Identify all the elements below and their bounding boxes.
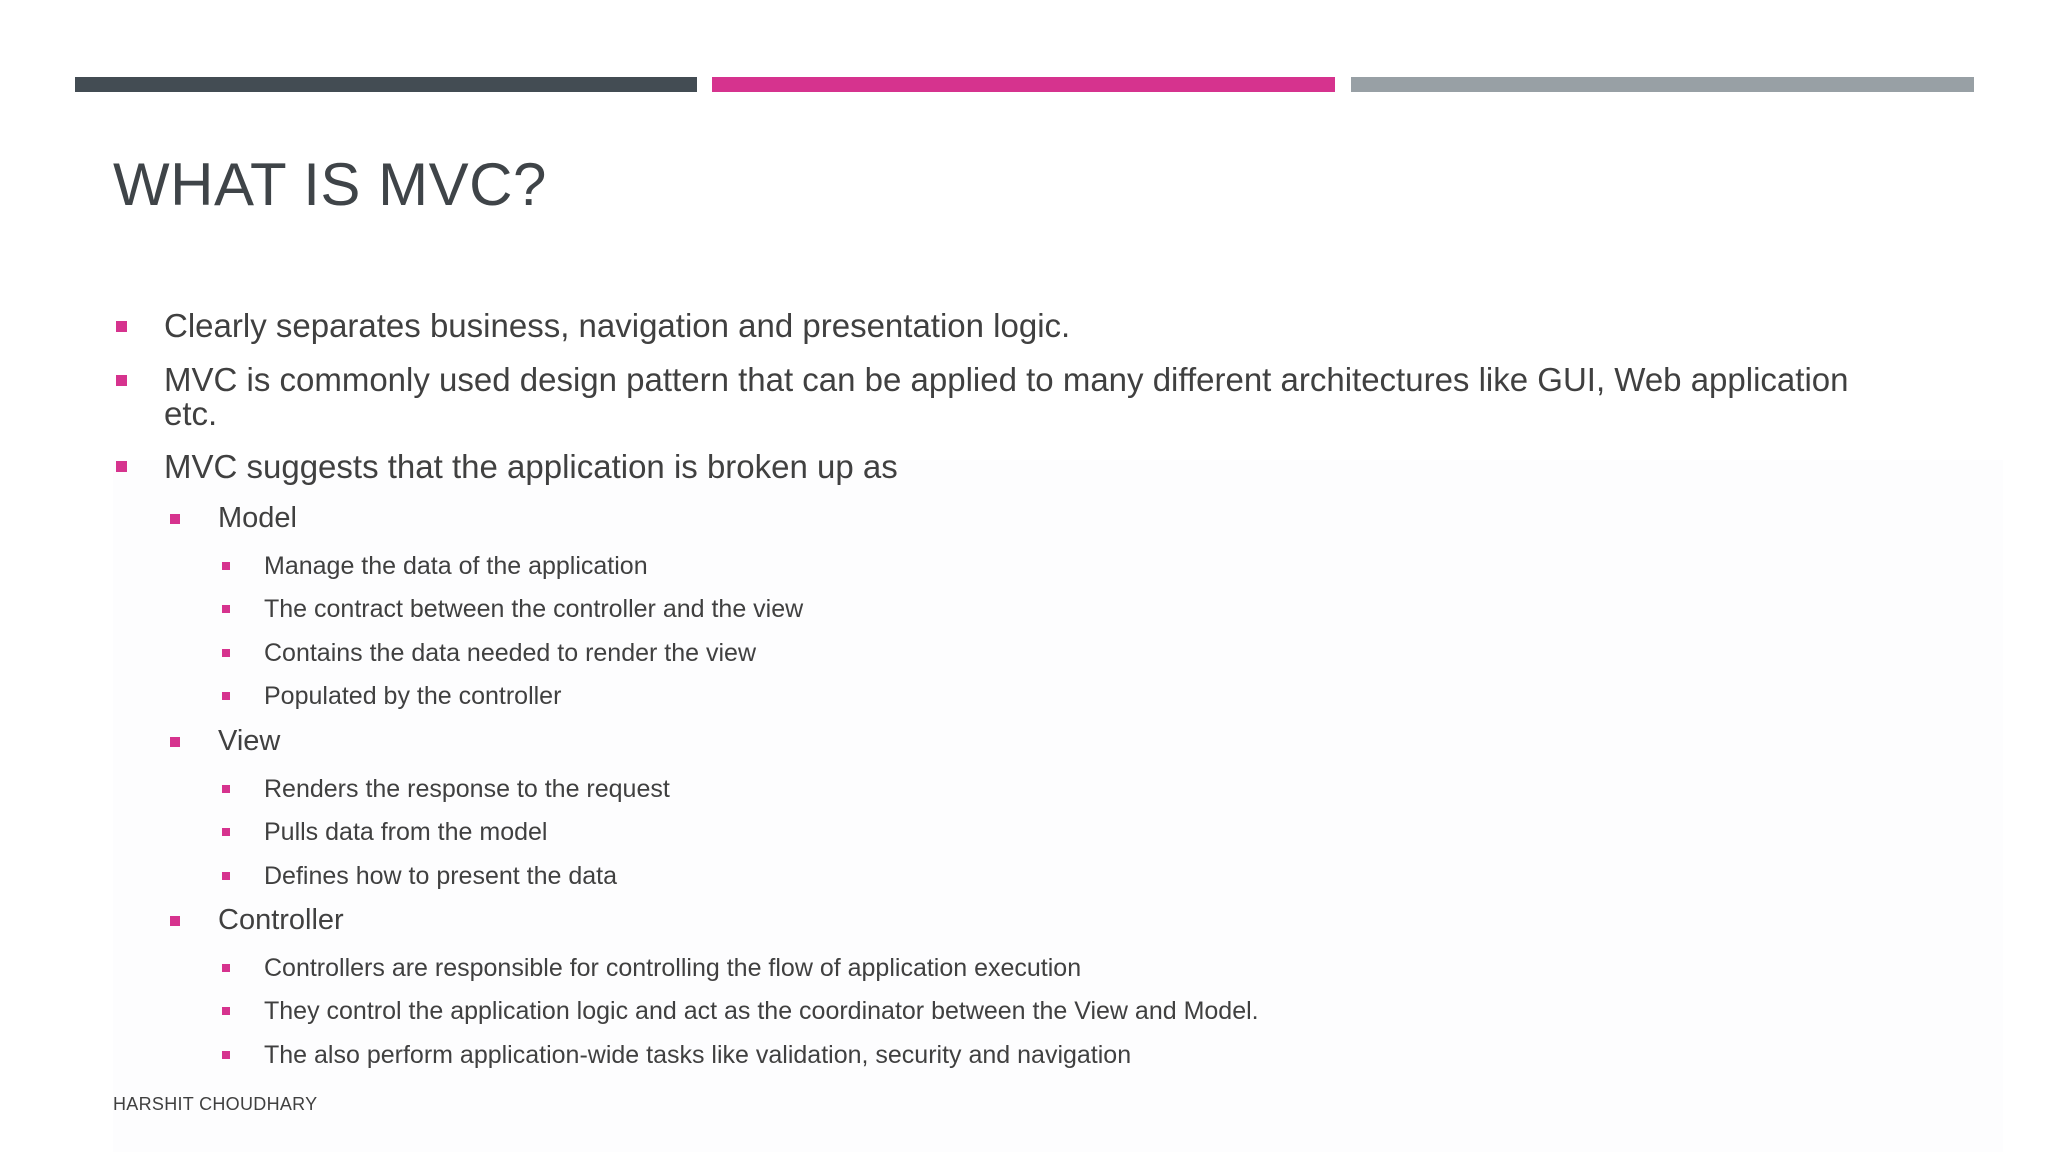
footer-author: HARSHIT CHOUDHARY [113, 1094, 318, 1114]
subbullet-text: Controller [218, 904, 344, 936]
square-bullet-icon [222, 872, 230, 880]
square-bullet-icon [222, 1051, 230, 1059]
square-bullet-icon [222, 605, 230, 613]
header-bar-gray [1351, 77, 1974, 92]
detail-text: The contract between the controller and the view [264, 595, 804, 623]
detail-text: They control the application logic and act as the coordinator between the View and Model. [264, 997, 1259, 1025]
square-bullet-icon [222, 1007, 230, 1015]
square-bullet-icon [170, 737, 180, 747]
square-bullet-icon [222, 649, 230, 657]
square-bullet-icon [222, 692, 230, 700]
square-bullet-icon [222, 785, 230, 793]
bullet-text: MVC suggests that the application is broken up as [164, 448, 898, 485]
header-bar-dark [75, 77, 697, 92]
subbullet-text: View [218, 725, 281, 757]
square-bullet-icon [116, 375, 127, 386]
square-bullet-icon [116, 321, 127, 332]
detail-text: Renders the response to the request [264, 775, 670, 803]
square-bullet-icon [116, 461, 127, 472]
detail-text: Controllers are responsible for controlling the flow of application execution [264, 954, 1082, 982]
bullet-text-continued: etc. [164, 395, 218, 432]
square-bullet-icon [222, 562, 230, 570]
detail-text: Populated by the controller [264, 682, 562, 710]
detail-text: Pulls data from the model [264, 818, 548, 846]
header-bar-pink [712, 77, 1335, 92]
bullet-text: Clearly separates business, navigation and presentation logic. [164, 307, 1071, 344]
bullet-text: MVC is commonly used design pattern that can be applied to many different architectures like GUI, Web application [164, 361, 1849, 398]
square-bullet-icon [222, 964, 230, 972]
subbullet-text: Model [218, 502, 297, 534]
square-bullet-icon [170, 514, 180, 524]
square-bullet-icon [222, 828, 230, 836]
detail-text: The also perform application-wide tasks like validation, security and navigation [264, 1041, 1132, 1069]
detail-text: Manage the data of the application [264, 552, 648, 580]
detail-text: Contains the data needed to render the view [264, 639, 757, 667]
slide-title: WHAT IS MVC? [113, 151, 547, 218]
square-bullet-icon [170, 916, 180, 926]
detail-text: Defines how to present the data [264, 862, 618, 890]
